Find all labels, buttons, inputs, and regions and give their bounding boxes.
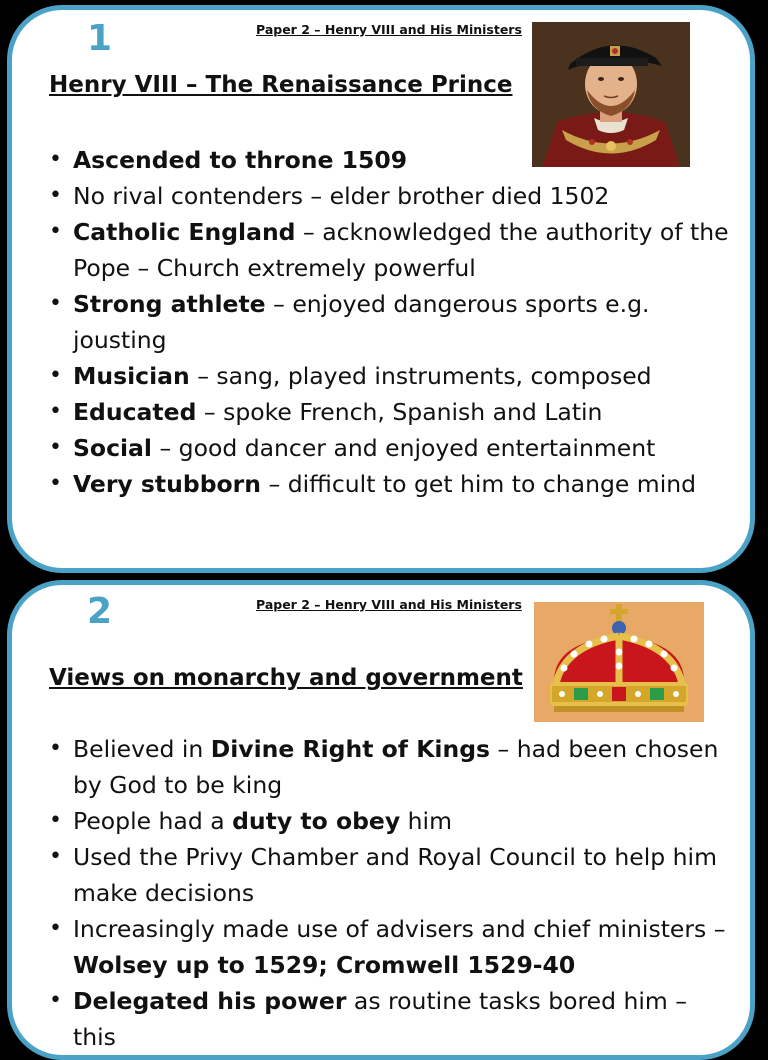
list-item: • Increasingly made use of advisers and chief ministers – Wolsey up to 1529; Cromwell 1529-40 (49, 911, 730, 983)
card-header: Paper 2 – Henry VIII and His Ministers (256, 22, 522, 37)
list-item: • Social – good dancer and enjoyed entertainment (49, 430, 730, 466)
list-item: • Educated – spoke French, Spanish and Latin (49, 394, 730, 430)
list-item: • Ascended to throne 1509 (49, 142, 730, 178)
crown-image (534, 602, 704, 722)
list-item: • Catholic England – acknowledged the authority of the Pope – Church extremely powerful (49, 214, 730, 286)
card-number: 1 (87, 18, 113, 59)
list-item: • No rival contenders – elder brother died 1502 (49, 178, 730, 214)
bullet-list (49, 142, 730, 502)
card-number: 2 (87, 591, 113, 632)
list-item: • Delegated his power as routine tasks bored him – this (49, 983, 730, 1055)
list-item: • Musician – sang, played instruments, composed (49, 358, 730, 394)
list-item: • Strong athlete – enjoyed dangerous sports e.g. jousting (49, 286, 730, 358)
list-item: • Believed in Divine Right of Kings – had been chosen by God to be king (49, 731, 730, 803)
list-item: • People had a duty to obey him (49, 803, 730, 839)
list-item: • Very stubborn – difficult to get him to change mind (49, 466, 730, 502)
card-2 (7, 580, 755, 1060)
card-title: Views on monarchy and government (49, 665, 523, 691)
bullet-list (49, 731, 730, 1055)
card-header: Paper 2 – Henry VIII and His Ministers (256, 597, 522, 612)
list-item: • Used the Privy Chamber and Royal Council to help him make decisions (49, 839, 730, 911)
card-title: Henry VIII – The Renaissance Prince (49, 72, 513, 98)
card-1 (7, 5, 755, 573)
